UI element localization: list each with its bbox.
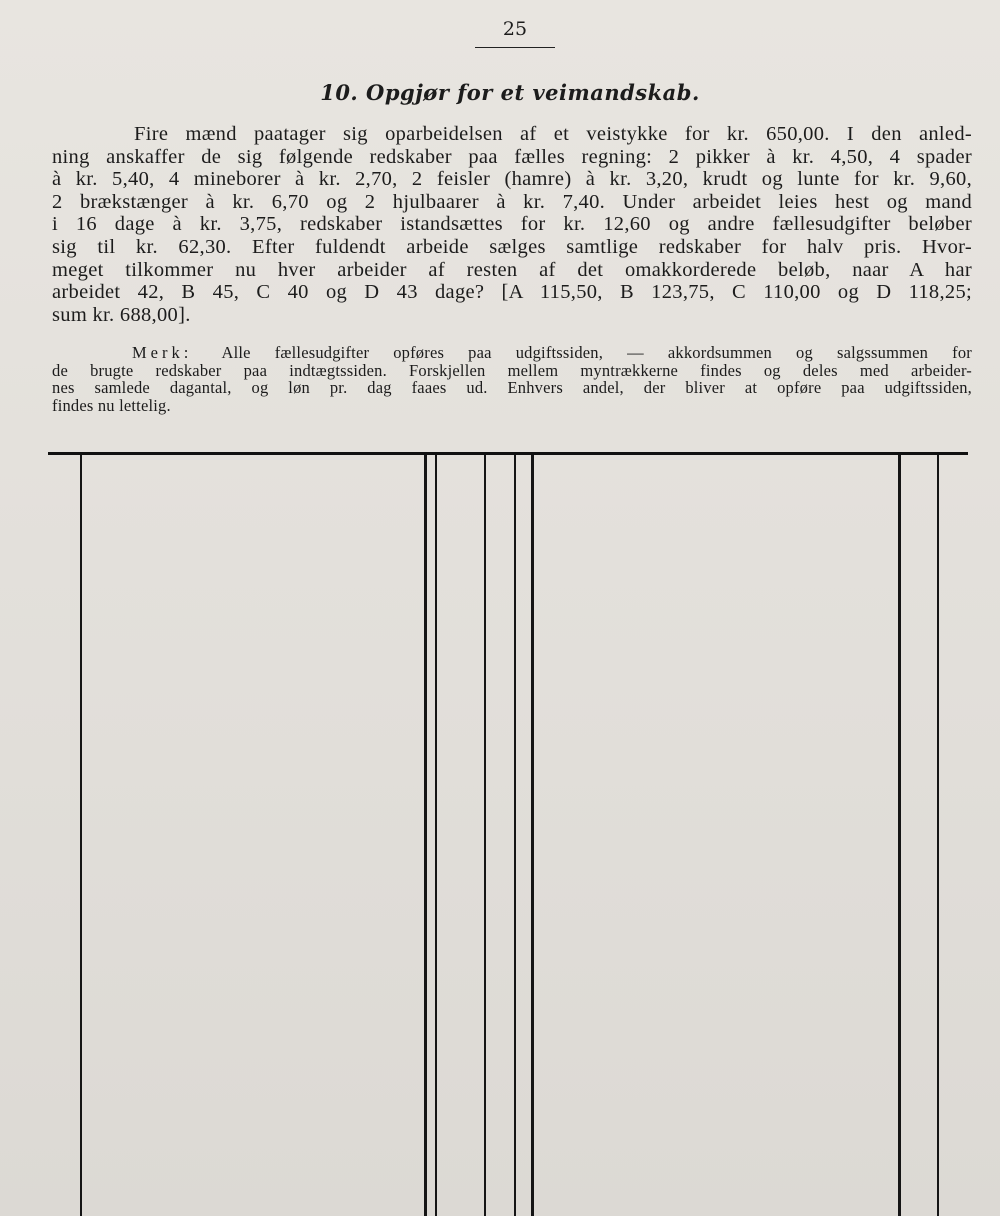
note-text — [52, 344, 972, 414]
ledger-column-rule — [80, 455, 82, 1216]
account-ledger-table — [48, 452, 968, 1216]
problem-line: sum kr. 688,00]. — [52, 303, 191, 326]
ledger-column-rule — [937, 455, 939, 1216]
note-line — [52, 344, 972, 362]
problem-line: sig til kr. 62,30. Efter fuldendt arbeide sælges samtlige redskaber for halv pris. Hvor- — [52, 235, 972, 258]
problem-line: arbeidet 42, B 45, C 40 og D 43 dage? [A 115,50, B 123,75, C 110,00 og D 118,25; — [52, 281, 972, 304]
note-label: Merk: — [132, 343, 193, 362]
page-number-rule — [475, 47, 555, 48]
problem-line: i 16 dage à kr. 3,75, redskaber istandsættes for kr. 12,60 og andre fællesudgifter beløber — [52, 213, 972, 236]
section-title: 10. Opgjør for et veimandskab. — [320, 80, 700, 105]
problem-line: 2 brækstænger à kr. 6,70 og 2 hjulbaarer à kr. 7,40. Under arbeidet leies hest og mand — [52, 190, 972, 213]
note-line: findes nu lettelig. — [52, 395, 171, 415]
note-line: de brugte redskaber paa indtægtssiden. Forskjellen mellem myntrækkerne findes og deles med arbeider- — [52, 360, 972, 380]
page-number: 25 — [502, 18, 528, 40]
ledger-column-rule — [484, 455, 486, 1216]
ledger-column-rule — [514, 455, 516, 1216]
ledger-column-rule — [435, 455, 437, 1216]
problem-text — [52, 123, 972, 326]
note-line: nes samlede dagantal, og løn pr. dag faaes ud. Enhvers andel, der bliver at opføre paa udgiftssiden, — [52, 378, 972, 398]
ledger-column-rule — [531, 455, 534, 1216]
problem-line: ning anskaffer de sig følgende redskaber paa fælles regning: 2 pikker à kr. 4,50, 4 spader — [52, 145, 972, 168]
problem-line: Fire mænd paatager sig oparbeidelsen af et veistykke for kr. 650,00. I den anled- — [134, 123, 972, 145]
problem-line: à kr. 5,40, 4 mineborer à kr. 2,70, 2 feisler (hamre) à kr. 3,20, krudt og lunte for kr. 9,60, — [52, 168, 972, 191]
ledger-column-rule — [424, 455, 427, 1216]
ledger-column-rule — [898, 455, 901, 1216]
problem-line: meget tilkommer nu hver arbeider af resten af det omakkorderede beløb, naar A har — [52, 258, 972, 281]
note-line-text: Alle fællesudgifter opføres paa udgiftssiden, — akkordsummen og salgssummen for — [221, 343, 972, 362]
ledger-top-rule — [48, 452, 968, 455]
